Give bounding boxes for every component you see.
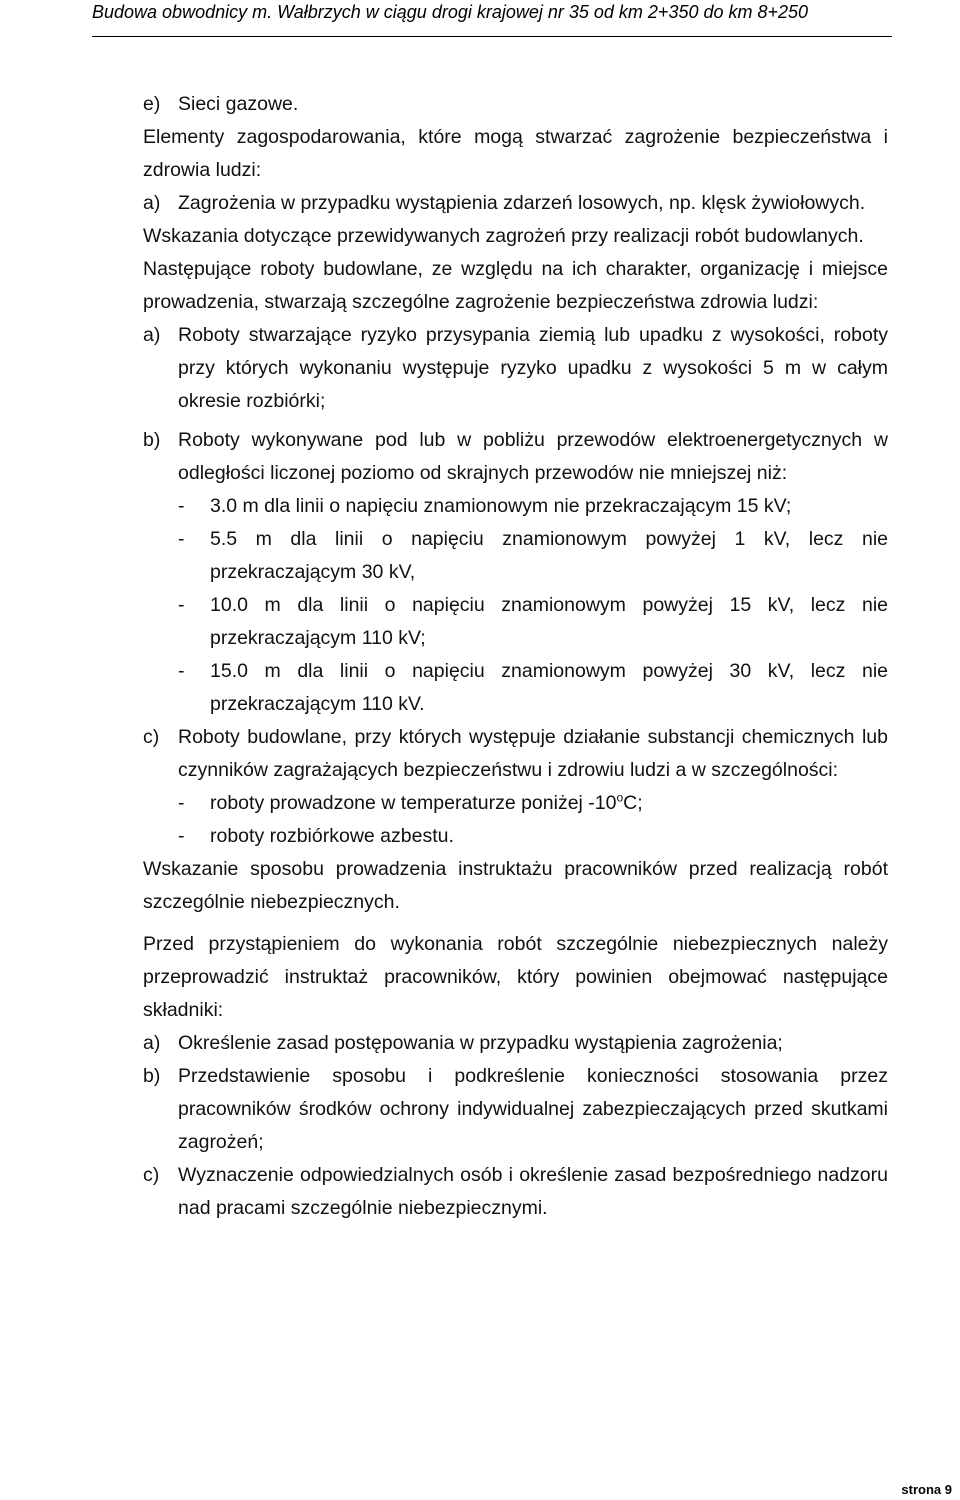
list-marker: b) [143,1065,161,1087]
page-number: strona 9 [901,1482,952,1497]
degree-sup: o [616,790,624,805]
distance-item-text: 3.0 m dla linii o napięciu znamionowym nie przekraczającym 15 kV; [210,495,792,517]
elements-heading: Elementy zagospodarowania, które mogą stwarzać zagrożenie bezpieczeństwa i zdrowia ludzi: [143,126,888,181]
list-item-text: Roboty stwarzające ryzyko przysypania ziemią lub upadku z wysokości, roboty przy których wykonaniu występuje ryzyko upadku z wysokości 5 m w całym okresie rozbiórki; [178,324,888,412]
instruction-item [143,1027,888,1060]
distance-item-text: 5.5 m dla linii o napięciu znamionowym powyżej 1 kV, lecz nie przekraczającym 30 kV, [210,528,888,583]
list-marker: c) [143,1164,160,1186]
temperature-unit: C; [623,792,643,814]
list-marker: c) [143,726,160,748]
elements-item-a [143,187,888,220]
chemical-item [178,820,888,853]
dash-marker: - [178,792,185,814]
document-body [143,88,888,1225]
list-item-text: Roboty budowlane, przy których występuje działanie substancji chemicznych lub czynników zagrażających bezpieczeństwu i zdrowiu ludzi a w szczególności: [178,726,888,781]
distance-item [178,655,888,721]
distance-item-text: 15.0 m dla linii o napięciu znamionowym powyżej 30 kV, lecz nie przekraczającym 110 kV. [210,660,888,715]
dash-marker: - [178,495,185,517]
temperature-text: roboty prowadzone w temperaturze poniżej -10 [210,792,617,814]
distance-item-text: 10.0 m dla linii o napięciu znamionowym powyżej 15 kV, lecz nie przekraczającym 110 kV; [210,594,888,649]
chemical-item-text [210,787,888,820]
hazard-item-c [143,721,888,787]
chemical-item [178,787,888,820]
list-item-text: Zagrożenia w przypadku wystąpienia zdarzeń losowych, np. klęsk żywiołowych. [178,192,866,214]
header-title: Budowa obwodnicy m. Wałbrzych w ciągu drogi krajowej nr 35 od km 2+350 do km 8+250 [92,2,809,22]
instruction-item [143,1159,888,1225]
hazard-item-b [143,424,888,490]
list-marker: b) [143,429,161,451]
list-marker: a) [143,192,161,214]
chemical-item-text: roboty rozbiórkowe azbestu. [210,825,454,847]
instruction-heading: Wskazanie sposobu prowadzenia instruktażu pracowników przed realizacją robót szczególnie niebezpiecznych. [143,858,888,913]
list-item-text: Roboty wykonywane pod lub w pobliżu przewodów elektroenergetycznych w odległości liczonej poziomo od skrajnych przewodów nie mniejszej niż: [178,429,888,484]
distance-item [178,490,888,523]
list-item-text: Przedstawienie sposobu i podkreślenie konieczności stosowania przez pracowników środków ochrony indywidualnej zabezpieczających przed skutkami zagrożeń; [178,1065,888,1153]
list-marker: a) [143,324,161,346]
dash-marker: - [178,825,185,847]
distance-item [178,589,888,655]
list-marker: e) [143,93,161,115]
hazards-intro: Następujące roboty budowlane, ze względu na ich charakter, organizację i miejsce prowadzenia, stwarzają szczególne zagrożenie bezpieczeństwa zdrowia ludzi: [143,258,888,313]
list-item-text: Sieci gazowe. [178,93,299,115]
dash-marker: - [178,528,185,550]
hazard-item-a [143,319,888,418]
list-item-text: Określenie zasad postępowania w przypadku wystąpienia zagrożenia; [178,1032,783,1054]
distance-item [178,523,888,589]
dash-marker: - [178,594,185,616]
list-item-text: Wyznaczenie odpowiedzialnych osób i określenie zasad bezpośredniego nadzoru nad pracami szczególnie niebezpiecznymi. [178,1164,888,1219]
instruction-intro: Przed przystąpieniem do wykonania robót szczególnie niebezpiecznych należy przeprowadzić instruktaż pracowników, który powinien obejmować następujące składniki: [143,933,888,1021]
gas-networks-item [143,88,888,121]
list-marker: a) [143,1032,161,1054]
page-header [92,0,892,37]
dash-marker: - [178,660,185,682]
instruction-item [143,1060,888,1159]
hazards-heading: Wskazania dotyczące przewidywanych zagrożeń przy realizacji robót budowlanych. [143,225,864,247]
